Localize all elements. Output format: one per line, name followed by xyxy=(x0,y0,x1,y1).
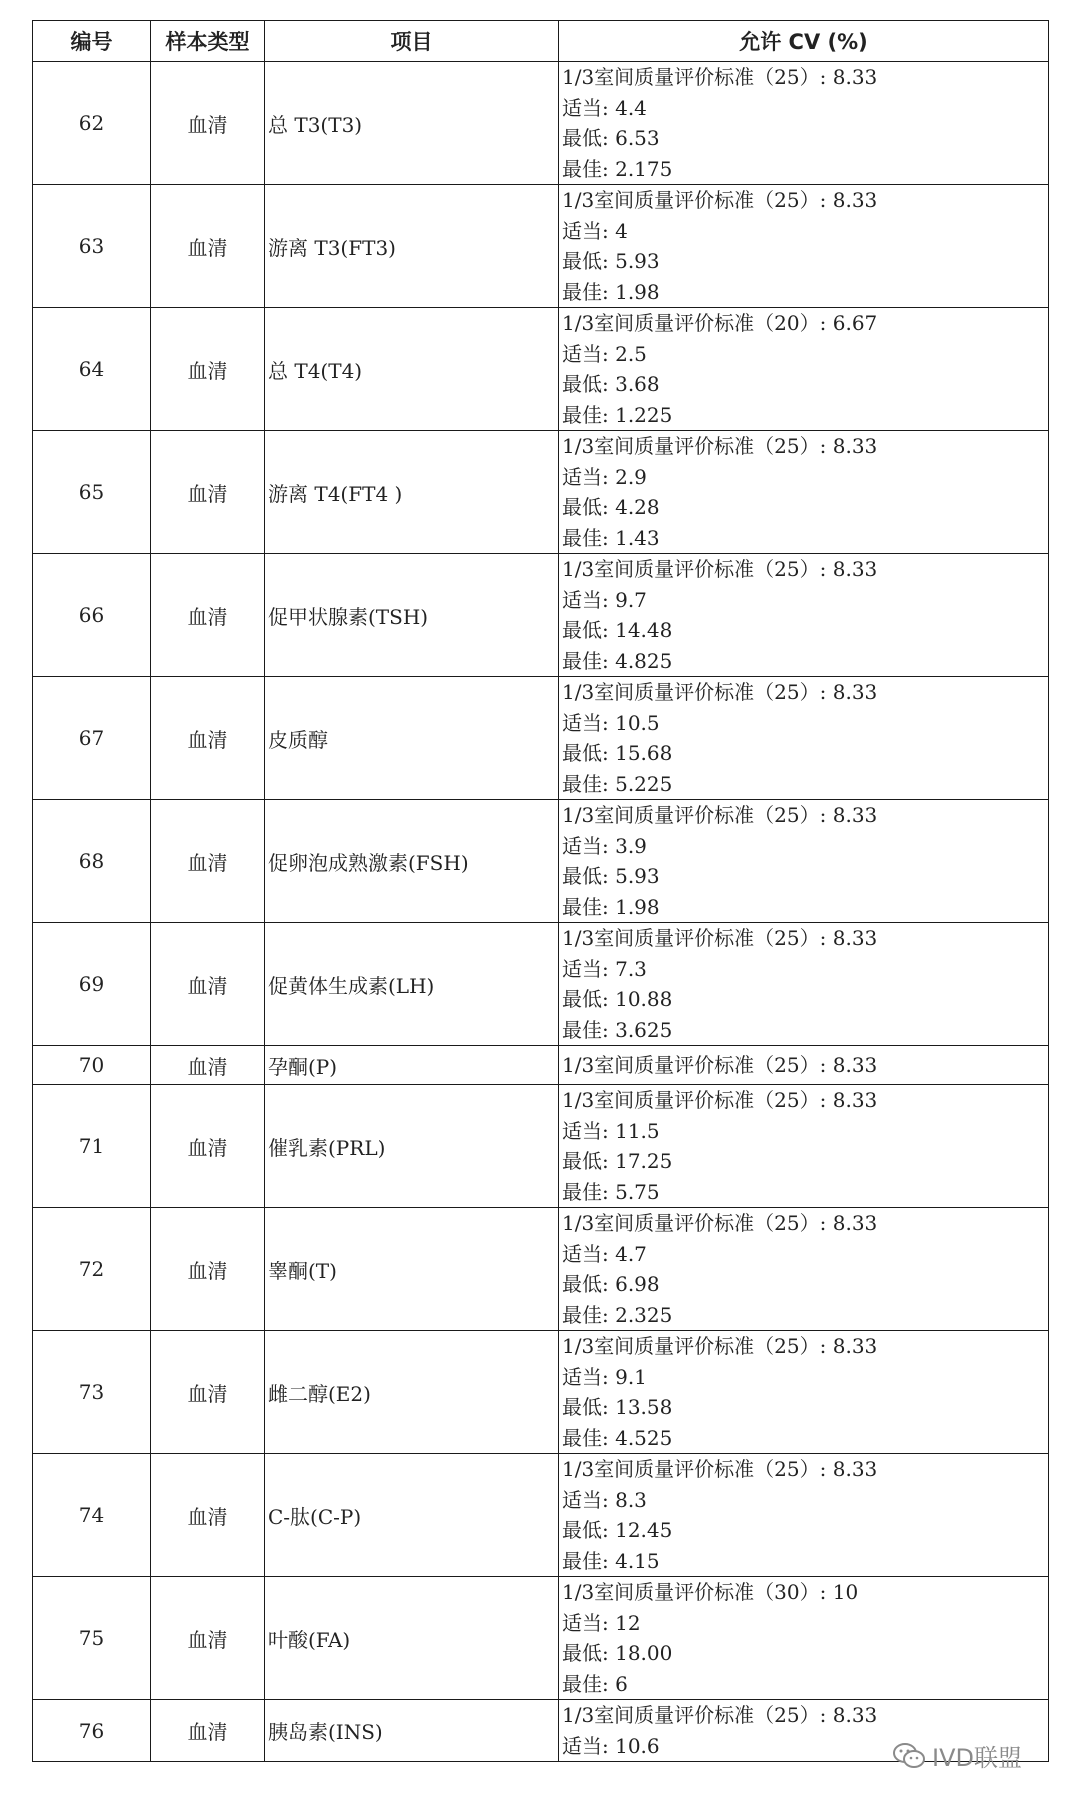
cv-line: 适当: 4.4 xyxy=(562,95,647,120)
row-number: 63 xyxy=(33,185,151,308)
row-allowed-cv xyxy=(559,1208,1049,1331)
row-allowed-cv xyxy=(559,1046,1049,1085)
cv-line: 1/3室间质量评价标准（25）: 8.33 xyxy=(562,434,878,458)
row-number: 68 xyxy=(33,800,151,923)
row-item: 叶酸(FA) xyxy=(265,1577,559,1700)
cv-line: 1/3室间质量评价标准（25）: 8.33 xyxy=(562,188,878,212)
cv-line: 最佳: 1.98 xyxy=(562,279,660,304)
cv-line: 1/3室间质量评价标准（25）: 8.33 xyxy=(562,1334,878,1358)
row-sample-type: 血清 xyxy=(151,62,265,185)
table-row xyxy=(33,800,1049,923)
table-row xyxy=(33,1085,1049,1208)
cv-line: 1/3室间质量评价标准（25）: 8.33 xyxy=(562,680,878,704)
row-allowed-cv xyxy=(559,1085,1049,1208)
row-item: 雌二醇(E2) xyxy=(265,1331,559,1454)
cv-line: 最低: 5.93 xyxy=(562,249,660,273)
row-item: C-肽(C-P) xyxy=(265,1454,559,1577)
row-sample-type: 血清 xyxy=(151,1700,265,1762)
row-allowed-cv xyxy=(559,185,1049,308)
table-row xyxy=(33,677,1049,800)
row-number: 76 xyxy=(33,1700,151,1762)
cv-line: 适当: 8.3 xyxy=(562,1487,647,1512)
row-item: 促黄体生成素(LH) xyxy=(265,923,559,1046)
cv-table-sheet xyxy=(32,20,1048,1762)
cv-line: 适当: 10.5 xyxy=(562,710,660,735)
row-item: 催乳素(PRL) xyxy=(265,1085,559,1208)
cv-line: 最佳: 6 xyxy=(562,1671,628,1696)
cv-line: 1/3室间质量评价标准（25）: 8.33 xyxy=(562,1457,878,1481)
cv-line: 最佳: 5.75 xyxy=(562,1179,660,1204)
cv-line: 最低: 15.68 xyxy=(562,741,673,765)
table-row xyxy=(33,1208,1049,1331)
table-row xyxy=(33,185,1049,308)
cv-line: 适当: 11.5 xyxy=(562,1118,660,1143)
row-number: 70 xyxy=(33,1046,151,1085)
row-number: 73 xyxy=(33,1331,151,1454)
row-allowed-cv xyxy=(559,554,1049,677)
table-row xyxy=(33,923,1049,1046)
row-item: 胰岛素(INS) xyxy=(265,1700,559,1762)
row-sample-type: 血清 xyxy=(151,1208,265,1331)
table-row xyxy=(33,1046,1049,1085)
cv-line: 适当: 2.9 xyxy=(562,464,647,489)
row-sample-type: 血清 xyxy=(151,800,265,923)
watermark xyxy=(892,1738,1022,1773)
row-sample-type: 血清 xyxy=(151,185,265,308)
row-number: 64 xyxy=(33,308,151,431)
row-allowed-cv xyxy=(559,1577,1049,1700)
row-number: 74 xyxy=(33,1454,151,1577)
row-sample-type: 血清 xyxy=(151,1085,265,1208)
row-allowed-cv xyxy=(559,62,1049,185)
header-sample-type: 样本类型 xyxy=(151,21,265,62)
row-allowed-cv xyxy=(559,431,1049,554)
row-number: 66 xyxy=(33,554,151,677)
wechat-icon xyxy=(892,1741,926,1771)
cv-line: 最低: 6.98 xyxy=(562,1272,660,1296)
row-sample-type: 血清 xyxy=(151,431,265,554)
row-allowed-cv xyxy=(559,1331,1049,1454)
cv-line: 适当: 3.9 xyxy=(562,833,647,858)
table-row xyxy=(33,62,1049,185)
row-number: 69 xyxy=(33,923,151,1046)
row-sample-type: 血清 xyxy=(151,308,265,431)
row-allowed-cv xyxy=(559,308,1049,431)
cv-line: 1/3室间质量评价标准（25）: 8.33 xyxy=(562,803,878,827)
cv-line: 最低: 13.58 xyxy=(562,1395,673,1419)
header-allowed-cv: 允许 CV (%) xyxy=(559,21,1049,62)
header-number: 编号 xyxy=(33,21,151,62)
cv-line: 1/3室间质量评价标准（20）: 6.67 xyxy=(562,311,878,335)
cv-line: 最佳: 2.175 xyxy=(562,156,673,181)
row-number: 71 xyxy=(33,1085,151,1208)
table-row xyxy=(33,1454,1049,1577)
header-item: 项目 xyxy=(265,21,559,62)
row-item: 游离 T3(FT3) xyxy=(265,185,559,308)
cv-line: 最佳: 2.325 xyxy=(562,1302,673,1327)
row-sample-type: 血清 xyxy=(151,1454,265,1577)
row-number: 62 xyxy=(33,62,151,185)
row-item: 总 T3(T3) xyxy=(265,62,559,185)
row-sample-type: 血清 xyxy=(151,923,265,1046)
cv-line: 最佳: 5.225 xyxy=(562,771,673,796)
table-body xyxy=(33,62,1049,1762)
cv-line: 最佳: 4.825 xyxy=(562,648,673,673)
cv-line: 最低: 10.88 xyxy=(562,987,673,1011)
row-sample-type: 血清 xyxy=(151,554,265,677)
cv-line: 适当: 7.3 xyxy=(562,956,647,981)
row-item: 促卵泡成熟激素(FSH) xyxy=(265,800,559,923)
table-row xyxy=(33,431,1049,554)
cv-line: 最低: 6.53 xyxy=(562,126,660,150)
cv-line: 1/3室间质量评价标准（25）: 8.33 xyxy=(562,557,878,581)
row-allowed-cv xyxy=(559,1454,1049,1577)
cv-line: 1/3室间质量评价标准（25）: 8.33 xyxy=(562,1052,878,1077)
cv-line: 1/3室间质量评价标准（25）: 8.33 xyxy=(562,1211,878,1235)
cv-line: 最低: 18.00 xyxy=(562,1641,673,1665)
row-sample-type: 血清 xyxy=(151,1046,265,1085)
cv-line: 最佳: 4.15 xyxy=(562,1548,660,1573)
cv-line: 最佳: 1.225 xyxy=(562,402,673,427)
cv-line: 适当: 9.1 xyxy=(562,1364,647,1389)
row-item: 孕酮(P) xyxy=(265,1046,559,1085)
cv-table xyxy=(32,20,1049,1762)
cv-line: 最低: 5.93 xyxy=(562,864,660,888)
row-sample-type: 血清 xyxy=(151,677,265,800)
cv-line: 适当: 10.6 xyxy=(562,1733,660,1758)
row-allowed-cv xyxy=(559,677,1049,800)
row-item: 游离 T4(FT4 ) xyxy=(265,431,559,554)
table-row xyxy=(33,1577,1049,1700)
table-row xyxy=(33,554,1049,677)
row-number: 67 xyxy=(33,677,151,800)
cv-line: 最低: 14.48 xyxy=(562,618,673,642)
cv-line: 最佳: 4.525 xyxy=(562,1425,673,1450)
row-sample-type: 血清 xyxy=(151,1577,265,1700)
cv-line: 最低: 12.45 xyxy=(562,1518,673,1542)
cv-line: 最佳: 1.43 xyxy=(562,525,660,550)
cv-line: 1/3室间质量评价标准（25）: 8.33 xyxy=(562,1088,878,1112)
row-allowed-cv xyxy=(559,800,1049,923)
row-item: 睾酮(T) xyxy=(265,1208,559,1331)
row-allowed-cv xyxy=(559,923,1049,1046)
row-number: 75 xyxy=(33,1577,151,1700)
row-sample-type: 血清 xyxy=(151,1331,265,1454)
cv-line: 适当: 2.5 xyxy=(562,341,647,366)
table-row xyxy=(33,1331,1049,1454)
row-item: 促甲状腺素(TSH) xyxy=(265,554,559,677)
cv-line: 1/3室间质量评价标准（25）: 8.33 xyxy=(562,1703,878,1727)
watermark-text: IVD联盟 xyxy=(932,1744,1022,1772)
cv-line: 最低: 3.68 xyxy=(562,372,660,396)
row-item: 皮质醇 xyxy=(265,677,559,800)
cv-line: 适当: 4 xyxy=(562,218,628,243)
table-header-row xyxy=(33,21,1049,62)
cv-line: 适当: 12 xyxy=(562,1610,641,1635)
table-row xyxy=(33,308,1049,431)
cv-line: 最佳: 1.98 xyxy=(562,894,660,919)
cv-line: 最佳: 3.625 xyxy=(562,1017,673,1042)
cv-line: 最低: 4.28 xyxy=(562,495,660,519)
row-number: 72 xyxy=(33,1208,151,1331)
row-number: 65 xyxy=(33,431,151,554)
cv-line: 1/3室间质量评价标准（25）: 8.33 xyxy=(562,65,878,89)
cv-line: 最低: 17.25 xyxy=(562,1149,673,1173)
row-item: 总 T4(T4) xyxy=(265,308,559,431)
cv-line: 适当: 9.7 xyxy=(562,587,647,612)
cv-line: 1/3室间质量评价标准（30）: 10 xyxy=(562,1580,859,1604)
cv-line: 适当: 4.7 xyxy=(562,1241,647,1266)
cv-line: 1/3室间质量评价标准（25）: 8.33 xyxy=(562,926,878,950)
